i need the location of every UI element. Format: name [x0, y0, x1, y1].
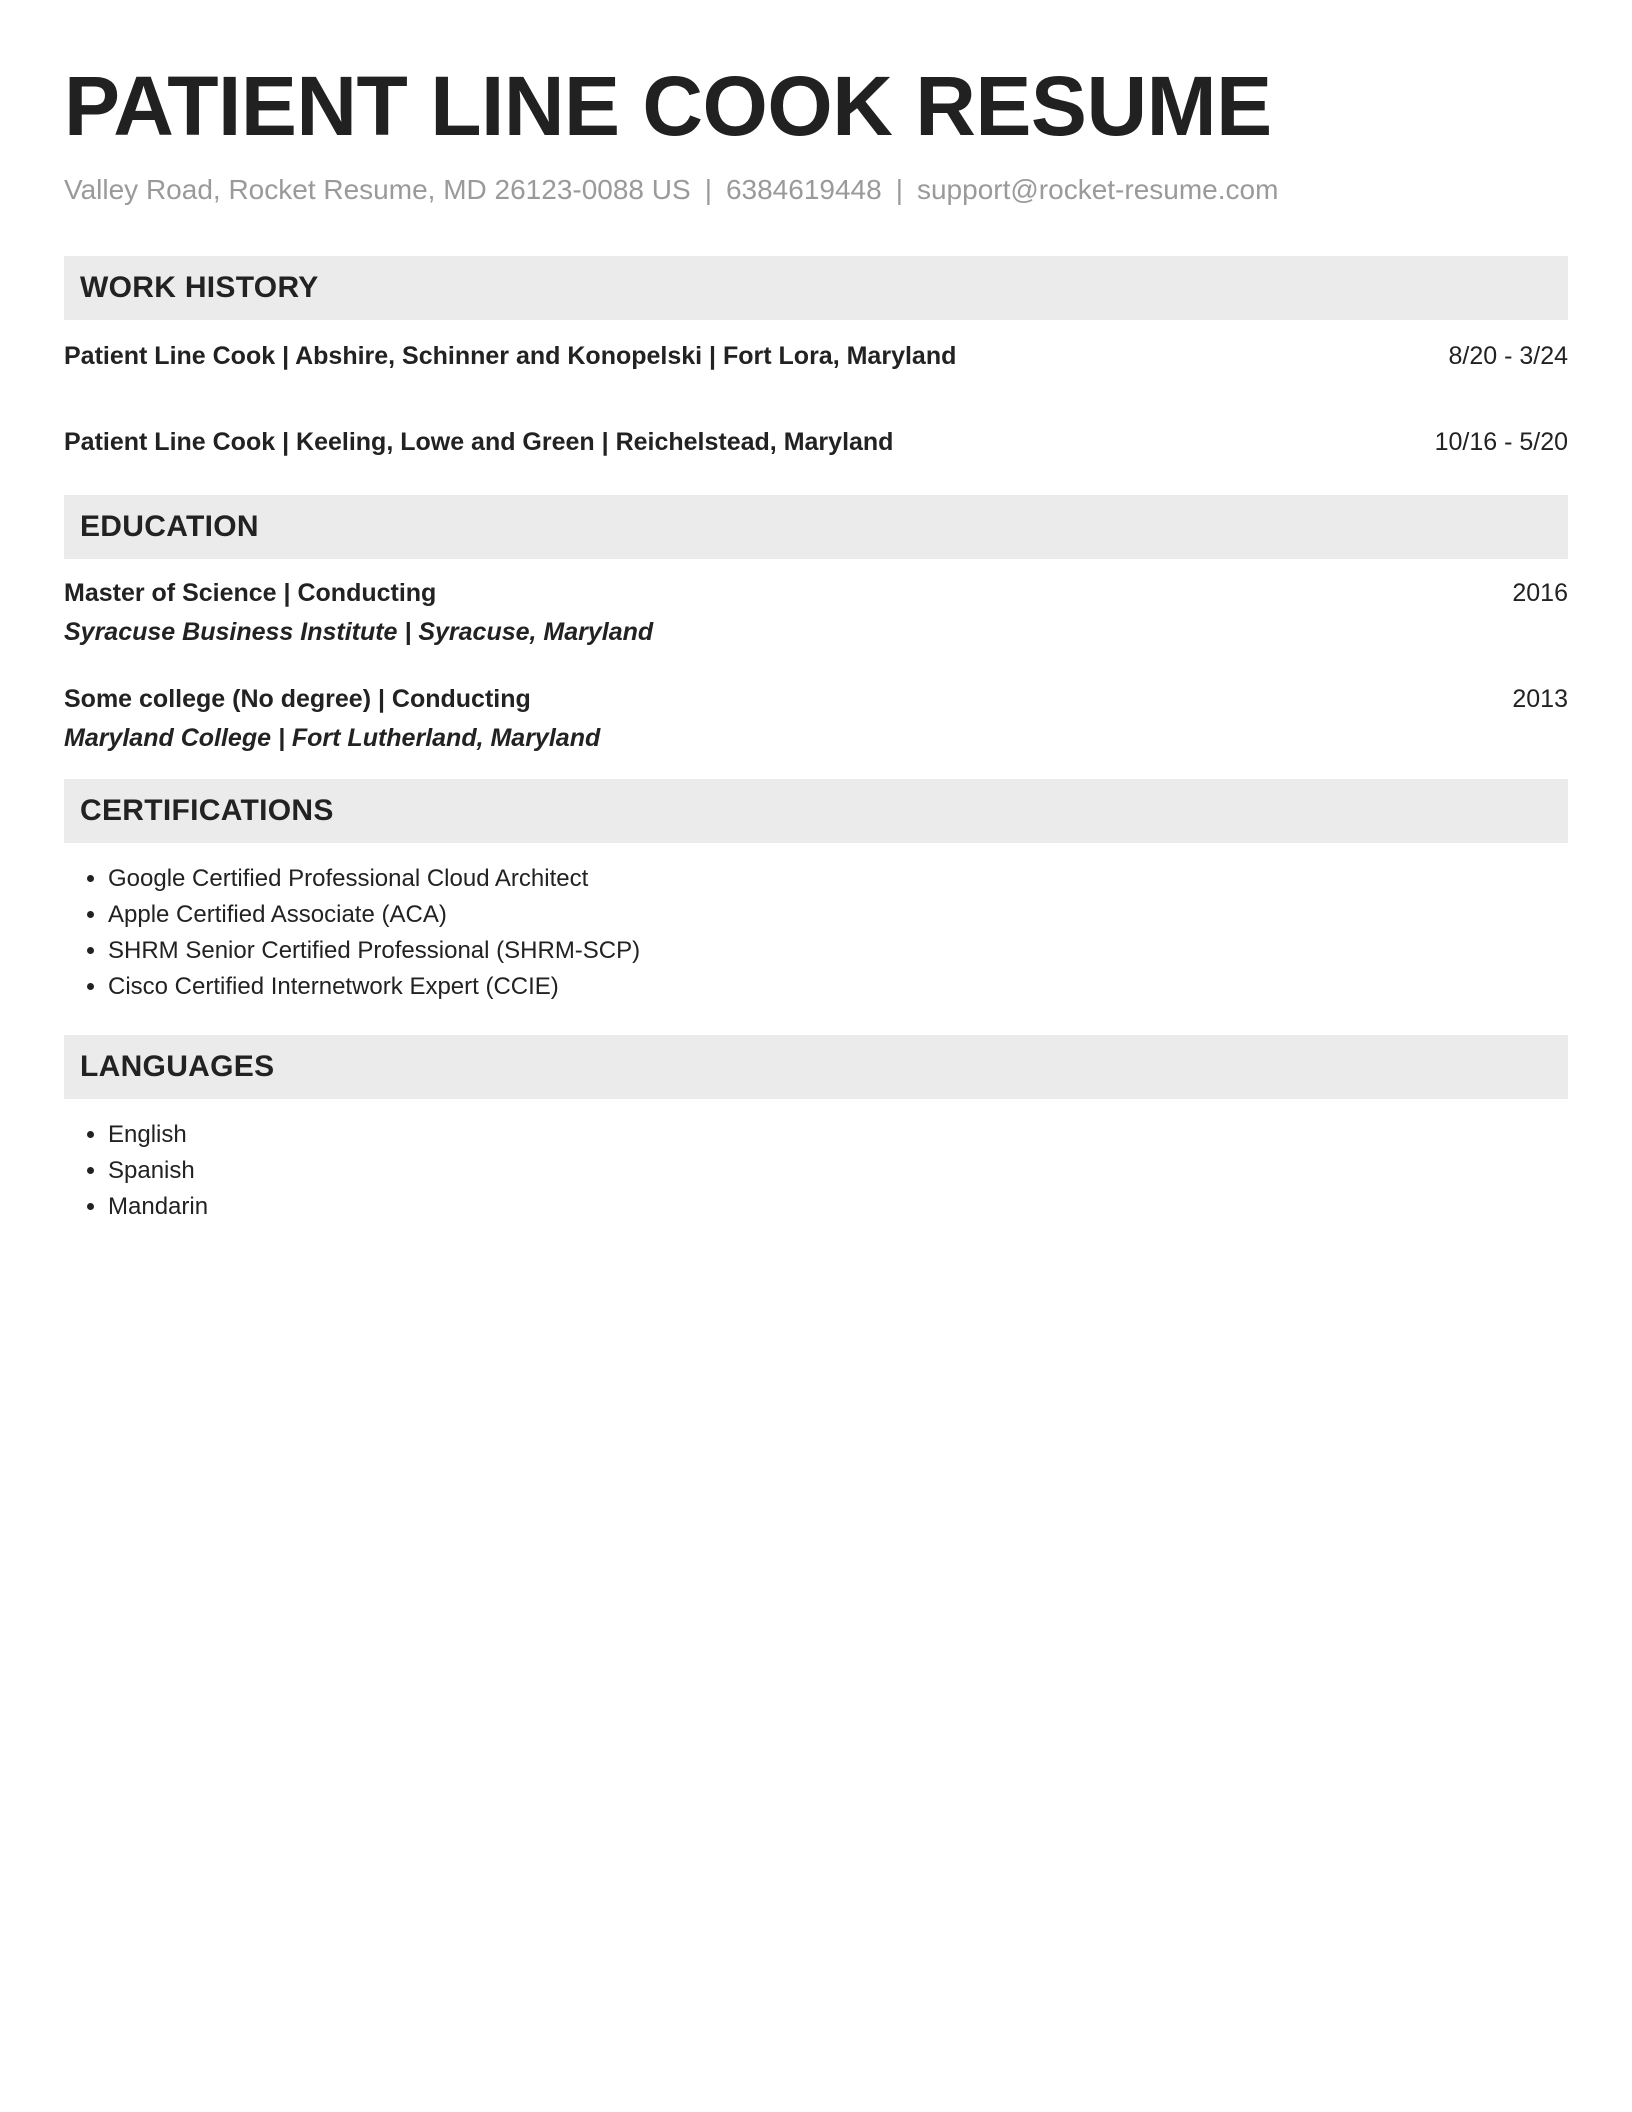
contact-separator: | — [895, 174, 903, 206]
list-item: • SHRM Senior Certified Professional (SHRM-SCP) — [108, 933, 1568, 969]
education-school: Maryland College | Fort Lutherland, Maryland — [64, 724, 601, 753]
list-item: • Apple Certified Associate (ACA) — [108, 897, 1568, 933]
education-degree: Some college (No degree) | Conducting — [64, 685, 531, 714]
contact-address: Valley Road, Rocket Resume, MD 26123-0088 US — [64, 174, 691, 206]
section-header-work-history: WORK HISTORY — [64, 256, 1568, 320]
education-entry — [64, 685, 1568, 753]
education-school: Syracuse Business Institute | Syracuse, Maryland — [64, 618, 654, 647]
education-entry — [64, 579, 1568, 647]
contact-line — [64, 174, 1568, 206]
job-dates: 10/16 - 5/20 — [1434, 428, 1568, 457]
list-item: • Mandarin — [108, 1189, 1568, 1225]
job-title: Patient Line Cook | Abshire, Schinner and Konopelski | Fort Lora, Maryland — [64, 342, 957, 371]
list-item: • English — [108, 1117, 1568, 1153]
section-header-languages: LANGUAGES — [64, 1035, 1568, 1099]
section-header-certifications: CERTIFICATIONS — [64, 779, 1568, 843]
list-item: • Spanish — [108, 1153, 1568, 1189]
education-year: 2016 — [1512, 579, 1568, 608]
languages-list — [64, 1117, 1568, 1225]
job-entry — [64, 342, 1568, 371]
contact-separator: | — [704, 174, 712, 206]
job-entry — [64, 428, 1568, 457]
list-item: • Cisco Certified Internetwork Expert (CCIE) — [108, 969, 1568, 1005]
job-title: Patient Line Cook | Keeling, Lowe and Green | Reichelstead, Maryland — [64, 428, 894, 457]
resume-title: PATIENT LINE COOK RESUME — [64, 59, 1272, 153]
contact-phone: 6384619448 — [725, 174, 882, 206]
contact-email: support@rocket-resume.com — [916, 174, 1279, 206]
certifications-list — [64, 861, 1568, 1005]
education-degree: Master of Science | Conducting — [64, 579, 437, 608]
education-year: 2013 — [1512, 685, 1568, 714]
section-header-education: EDUCATION — [64, 495, 1568, 559]
job-dates: 8/20 - 3/24 — [1448, 342, 1568, 371]
list-item: • Google Certified Professional Cloud Architect — [108, 861, 1568, 897]
